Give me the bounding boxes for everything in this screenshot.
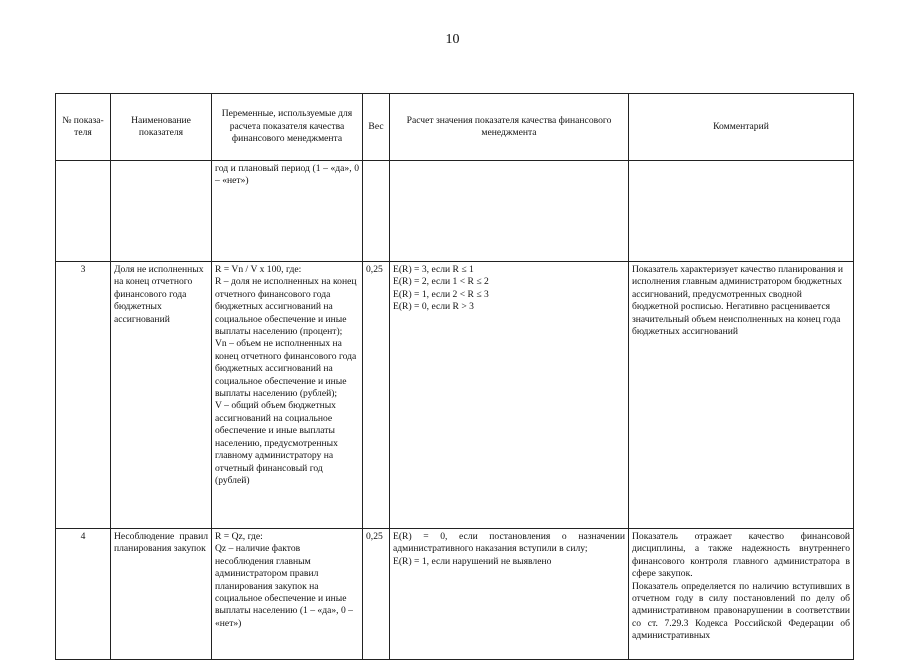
cell-calculation bbox=[390, 161, 629, 262]
cell-comment bbox=[629, 262, 854, 529]
calculation-line: E(R) = 3, если R ≤ 1 bbox=[393, 264, 474, 275]
calculation-line: E(R) = 1, если 2 < R ≤ 3 bbox=[393, 288, 489, 300]
header-comment: Комментарий bbox=[629, 94, 854, 161]
comment-line: Показатель определяется по наличию вступивших в отчетном году в силу постановлений по делу об административном правонарушении в соответствии со ст. 7.29.3 Кодекса Российской Федерации об административных bbox=[632, 580, 850, 642]
cell-variables bbox=[212, 262, 363, 529]
cell-weight: 0,25 bbox=[363, 529, 390, 660]
comment-line: Показатель отражает качество финансовой дисциплины, а также надежность внутреннего финансового контроля главного администратора в сфере закупок. bbox=[632, 531, 850, 580]
header-variables: Переменные, используемые для расчета показателя качества финансового менеджмента bbox=[212, 94, 363, 161]
cell-number: 3 bbox=[56, 262, 111, 529]
variables-line: R = Qz, где: bbox=[215, 531, 263, 542]
variables-line: R = Vn / V x 100, где: bbox=[215, 264, 302, 275]
header-weight: Вес bbox=[363, 94, 390, 161]
page-number: 10 bbox=[445, 32, 460, 47]
header-name: Наименование показателя bbox=[111, 94, 212, 161]
table-header-row bbox=[56, 94, 854, 161]
header-number: № показа-теля bbox=[56, 94, 111, 161]
cell-name: Несоблюдение правил планирования закупок bbox=[111, 529, 212, 660]
cell-comment bbox=[629, 161, 854, 262]
calculation-line: E(R) = 0, если R > 3 bbox=[393, 301, 474, 313]
cell-weight: 0,25 bbox=[363, 262, 390, 529]
cell-name bbox=[111, 161, 212, 262]
comment-line: Показатель характеризует качество планирования и исполнения главным администратором бюджетных ассигнований, предусмотренных сводной бюджетной росписью. Негативно расценивается значительный объем неисполненных на конец года бюджетных ассигнований bbox=[632, 264, 844, 338]
variables-line: V – общий объем бюджетных ассигнований на социальное обеспечение и иные выплаты населению, предусмотренных главному администратору на отчетный финансовый год (рублей) bbox=[215, 400, 338, 486]
header-calculation: Расчет значения показателя качества финансового менеджмента bbox=[390, 94, 629, 161]
cell-weight bbox=[363, 161, 390, 262]
cell-number bbox=[56, 161, 111, 262]
variables-line: Vn – объем не исполненных на конец отчетного финансового года бюджетных ассигнований на социальное обеспечение и иные выплаты населению (рублей); bbox=[215, 338, 357, 400]
cell-calculation bbox=[390, 262, 629, 529]
cell-name: Доля не исполненных на конец отчетного финансового года бюджетных ассигнований bbox=[111, 262, 212, 529]
table-row-continuation bbox=[56, 161, 854, 262]
variables-line: R – доля не исполненных на конец отчетного финансового года бюджетных ассигнований на социальное обеспечение и иные выплаты населению (процент); bbox=[215, 276, 357, 338]
calculation-line: E(R) = 1, если нарушений не выявлено bbox=[393, 555, 552, 567]
indicator-table bbox=[55, 93, 854, 660]
cell-number: 4 bbox=[56, 529, 111, 660]
cell-variables: год и плановый период (1 – «да», 0 – «нет») bbox=[212, 161, 363, 262]
variables-line: Qz – наличие фактов несоблюдения главным администратором правил планирования закупок на социальное обеспечение и иные выплаты населению (1 – «да», 0 – «нет») bbox=[215, 543, 353, 629]
calculation-line: E(R) = 0, если постановления о назначении административного наказания вступили в силу; bbox=[393, 531, 625, 555]
calculation-line: E(R) = 2, если 1 < R ≤ 2 bbox=[393, 276, 489, 288]
table-row bbox=[56, 262, 854, 529]
